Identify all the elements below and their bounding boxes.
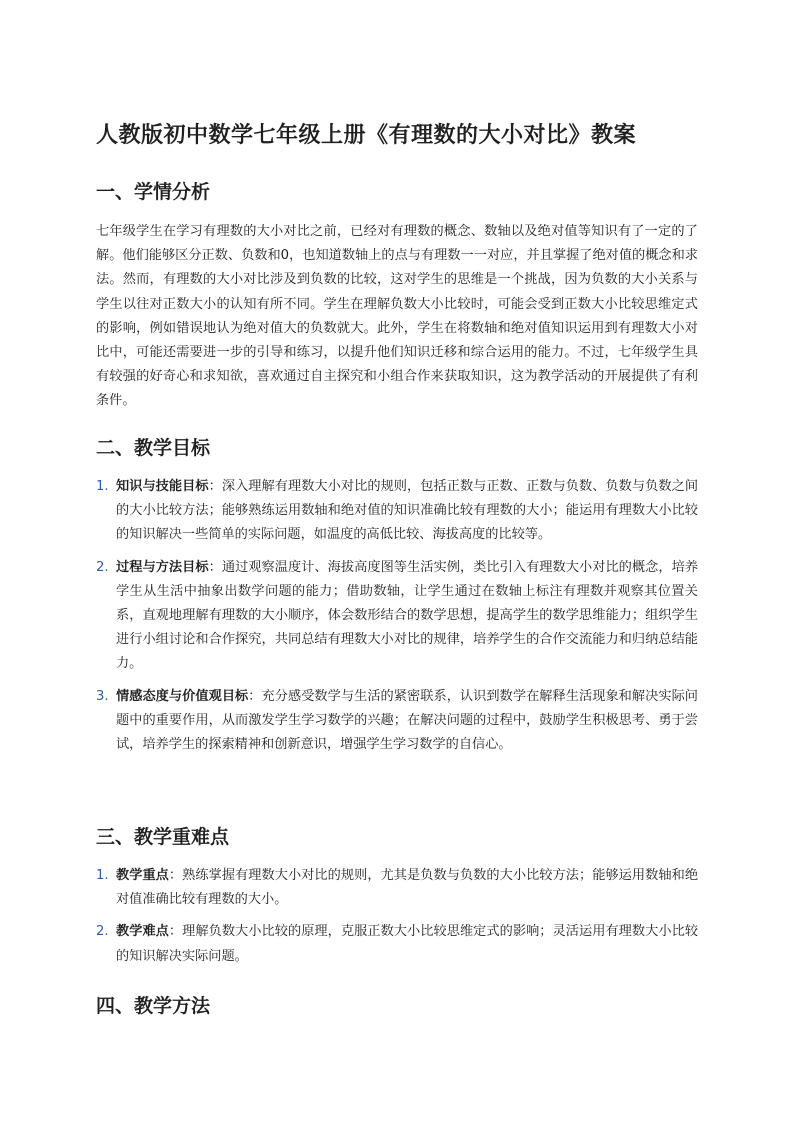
- list-item: [96, 685, 698, 758]
- list-number: 1.: [96, 868, 109, 883]
- document-title: 人教版初中数学七年级上册《有理数的大小对比》教案: [96, 123, 637, 148]
- list-number: 1.: [96, 479, 109, 494]
- heading-student-analysis: 一、学情分析: [96, 181, 211, 203]
- list-item: [96, 556, 698, 677]
- list-item-label: 知识与技能目标: [116, 479, 209, 494]
- list-number: 3.: [96, 688, 109, 704]
- list-item: [96, 475, 698, 548]
- list-key-difficult-points: [96, 864, 698, 969]
- list-item: [96, 920, 698, 968]
- list-item-text: ：通过观察温度计、海拔高度图等生活实例，类比引入有理数大小对比的概念，培养学生从生活中抽象出数学问题的能力；借助数轴，让学生通过在数轴上标注有理数并观察其位置关系，直观地理解有理数的大小顺序，体会数形结合的数学思想，提高学生的数学思维能力；组织学生进行小组讨论和合作探究，共同总结有理数大小对比的规律，培养学生的合作交流能力和归纳总结能力。: [116, 559, 699, 672]
- list-teaching-goals: [96, 475, 698, 757]
- list-item: [96, 864, 698, 912]
- paragraph-student-analysis: 七年级学生在学习有理数的大小对比之前，已经对有理数的概念、数轴以及绝对值等知识有了一定的了解。他们能够区分正数、负数和0，也知道数轴上的点与有理数一一对应，并且掌握了绝对值的概念和求法。然而，有理数的大小对比涉及到负数的比较，这对学生的思维是一个挑战，因为负数的大小关系与学生以往对正数大小的认知有所不同。学生在理解负数大小比较时，可能会受到正数大小比较思维定式的影响，例如错误地认为绝对值大的负数就大。此外，学生在将数轴和绝对值知识运用到有理数大小对比中，可能还需要进一步的引导和练习，以提升他们知识迁移和综合运用的能力。不过，七年级学生具有较强的好奇心和求知欲，喜欢通过自主探究和小组合作来获取知识，这为教学活动的开展提供了有利条件。: [96, 224, 698, 409]
- heading-teaching-methods: 四、教学方法: [96, 995, 211, 1017]
- heading-teaching-goals: 二、教学目标: [96, 437, 211, 459]
- list-item-text: ：深入理解有理数大小对比的规则，包括正数与正数、正数与负数、负数与负数之间的大小比较方法；能够熟练运用数轴和绝对值的知识准确比较有理数的大小；能运用有理数大小比较的知识解决一些简单的实际问题，如温度的高低比较、海拔高度的比较等。: [116, 479, 699, 543]
- list-item-label: 教学重点: [116, 868, 169, 883]
- heading-key-difficult-points: 三、教学重难点: [96, 826, 230, 848]
- list-item-label: 过程与方法目标: [116, 559, 209, 575]
- list-item-label: 教学难点: [116, 924, 169, 940]
- list-item-text: ：熟练掌握有理数大小对比的规则，尤其是负数与负数的大小比较方法；能够运用数轴和绝对值准确比较有理数的大小。: [116, 868, 699, 908]
- list-item-label: 情感态度与价值观目标: [116, 688, 249, 704]
- list-item-text: ：充分感受数学与生活的紧密联系，认识到数学在解释生活现象和解决实际问题中的重要作用，从而激发学生学习数学的兴趣；在解决问题的过程中，鼓励学生积极思考、勇于尝试，培养学生的探索精神和创新意识，增强学生学习数学的自信心。: [116, 688, 698, 753]
- list-item-text: ：理解负数大小比较的原理，克服正数大小比较思维定式的影响；灵活运用有理数大小比较的知识解决实际问题。: [116, 924, 699, 964]
- list-number: 2.: [96, 559, 109, 575]
- list-number: 2.: [96, 924, 109, 940]
